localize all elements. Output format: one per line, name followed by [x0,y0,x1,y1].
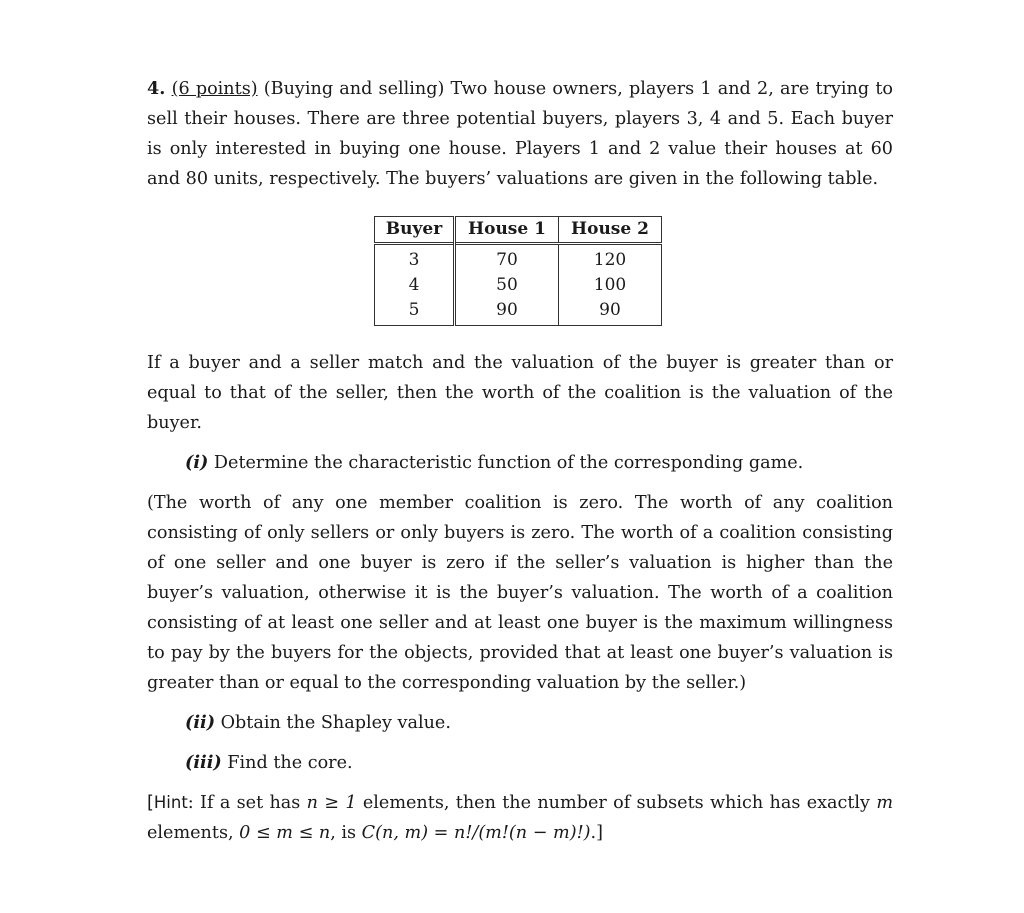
table-row [375,273,662,298]
part-i-text: Determine the characteristic function of the corresponding game. [208,453,804,473]
part-ii-text: Obtain the Shapley value. [215,713,451,733]
hint-open-bracket: [ [147,793,154,813]
problem-page [147,74,893,848]
cell-buyer: 5 [375,298,455,326]
hint-text-4: , is [330,823,362,843]
cell-house-1: 70 [455,244,559,274]
hint-math-2: m [876,793,894,813]
cell-house-2: 100 [559,273,662,298]
part-ii-label: (ii) [185,712,216,733]
cell-house-1: 90 [455,298,559,326]
hint-text-2: elements, then the number of subsets which has exactly [356,793,877,813]
matching-rule-paragraph: If a buyer and a seller match and the valuation of the buyer is greater than or equal to that of the seller, then the worth of the coalition is the valuation of the buyer. [147,353,893,433]
problem-intro [147,74,893,194]
problem-points: (6 points) [171,79,258,99]
cell-house-2: 120 [559,244,662,274]
table-row [375,298,662,326]
problem-intro-text: (Buying and selling) Two house owners, players 1 and 2, are trying to sell their houses. There are three potential buyers, players 3, 4 and 5. Each buyer is only interested in buying one house. Players 1 and 2 value their houses at 60 and 80 units, respectively. The buyers’ valuations are given in the following table. [147,79,893,189]
hint-math-1: n ≥ 1 [306,793,357,813]
problem-number: 4. [147,78,166,99]
hint-text-1: : If a set has [187,793,307,813]
table-header-row [375,217,662,244]
part-iii-label: (iii) [185,752,222,773]
part-iii-text: Find the core. [221,753,353,773]
hint-math-3: 0 ≤ m ≤ n [239,823,331,843]
hint-paragraph [147,788,893,848]
header-house-2: House 2 [559,217,662,244]
cell-buyer: 4 [375,273,455,298]
table-row [375,244,662,274]
part-i [185,448,893,478]
header-house-1: House 1 [455,217,559,244]
part-i-label: (i) [185,452,209,473]
cell-house-1: 50 [455,273,559,298]
cell-house-2: 90 [559,298,662,326]
hint-text-3: elements, [147,823,240,843]
valuation-table [374,216,662,326]
part-ii [185,708,893,738]
hint-label: Hint [153,793,188,812]
explanation-paragraph: (The worth of any one member coalition is zero. The worth of any coalition consisting of only sellers or only buyers is zero. The worth of a coalition consisting of one seller and one buyer is zero if the seller’s valuation is higher than the buyer’s valuation, otherwise it is the buyer’s valuation. The worth of a coalition consisting of at least one seller and at least one buyer is the maximum willingness to pay by the buyers for the objects, provided that at least one buyer’s valuation is greater than or equal to the corresponding valuation by the seller.) [147,493,893,693]
header-buyer: Buyer [375,217,455,244]
hint-close: .] [590,823,604,843]
part-iii [185,748,893,778]
cell-buyer: 3 [375,244,455,274]
hint-math-4: C(n, m) = n!/(m!(n − m)!) [361,823,591,843]
